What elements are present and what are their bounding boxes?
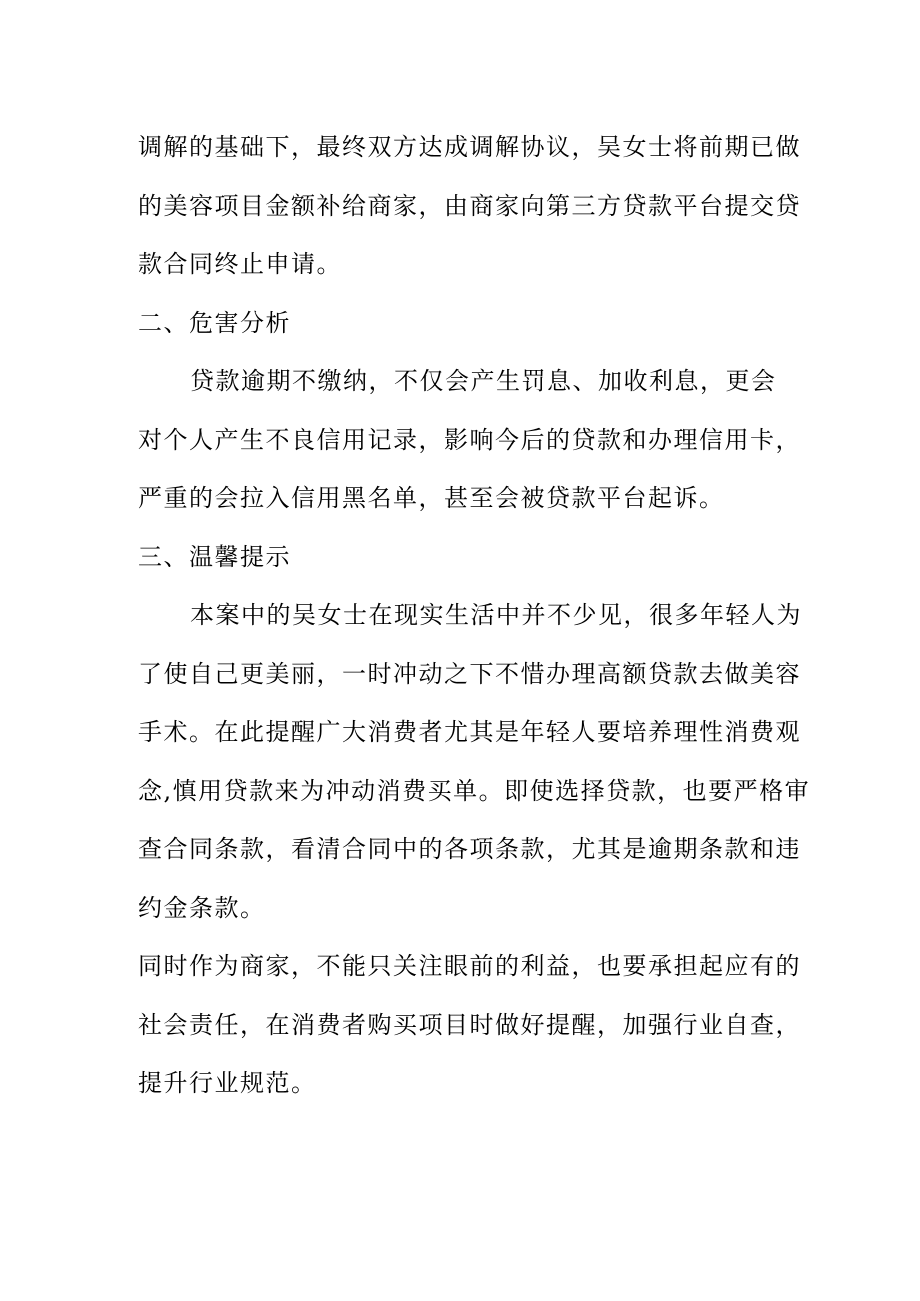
text-line: 调解的基础下，最终双方达成调解协议，吴女士将前期已做 xyxy=(138,133,801,161)
document-body xyxy=(138,124,811,1119)
paragraph-merchant-responsibility xyxy=(138,943,801,1119)
paragraph-mediation-result xyxy=(138,124,801,300)
text-line: 念,慎用贷款来为冲动消费买单。即使选择贷款，也要严格审 xyxy=(138,776,811,805)
text-line: 的美容项目金额补给商家，由商家向第三方贷款平台提交贷 xyxy=(138,191,801,220)
text-line: 同时作为商家，不能只关注眼前的利益，也要承担起应有的 xyxy=(138,952,801,980)
text-line: 约金条款。 xyxy=(138,893,266,922)
text-line: 对个人产生不良信用记录，影响今后的贷款和办理信用卡， xyxy=(138,425,801,454)
text-line: 社会责任，在消费者购买项目时做好提醒，加强行业自查， xyxy=(138,1010,801,1039)
text-line: 贷款逾期不缴纳，不仅会产生罚息、加收利息，更会 xyxy=(190,367,777,395)
text-line: 提升行业规范。 xyxy=(138,1069,317,1097)
paragraph-harm-analysis xyxy=(138,358,801,534)
text-line: 查合同条款，看清合同中的各项条款，尤其是逾期条款和违 xyxy=(138,835,801,863)
section-heading-harm-analysis: 二、危害分析 xyxy=(138,308,291,337)
text-line: 了使自己更美丽，一时冲动之下不惜办理高额贷款去做美容 xyxy=(138,659,801,688)
text-line: 严重的会拉入信用黑名单，甚至会被贷款平台起诉。 xyxy=(138,484,725,512)
text-line: 手术。在此提醒广大消费者尤其是年轻人要培养理性消费观 xyxy=(138,718,801,746)
text-line: 款合同终止申请。 xyxy=(138,250,342,278)
paragraph-warm-tips xyxy=(138,592,811,943)
section-heading-warm-tips: 三、温馨提示 xyxy=(138,542,291,571)
text-line: 本案中的吴女士在现实生活中并不少见，很多年轻人为 xyxy=(190,601,802,629)
